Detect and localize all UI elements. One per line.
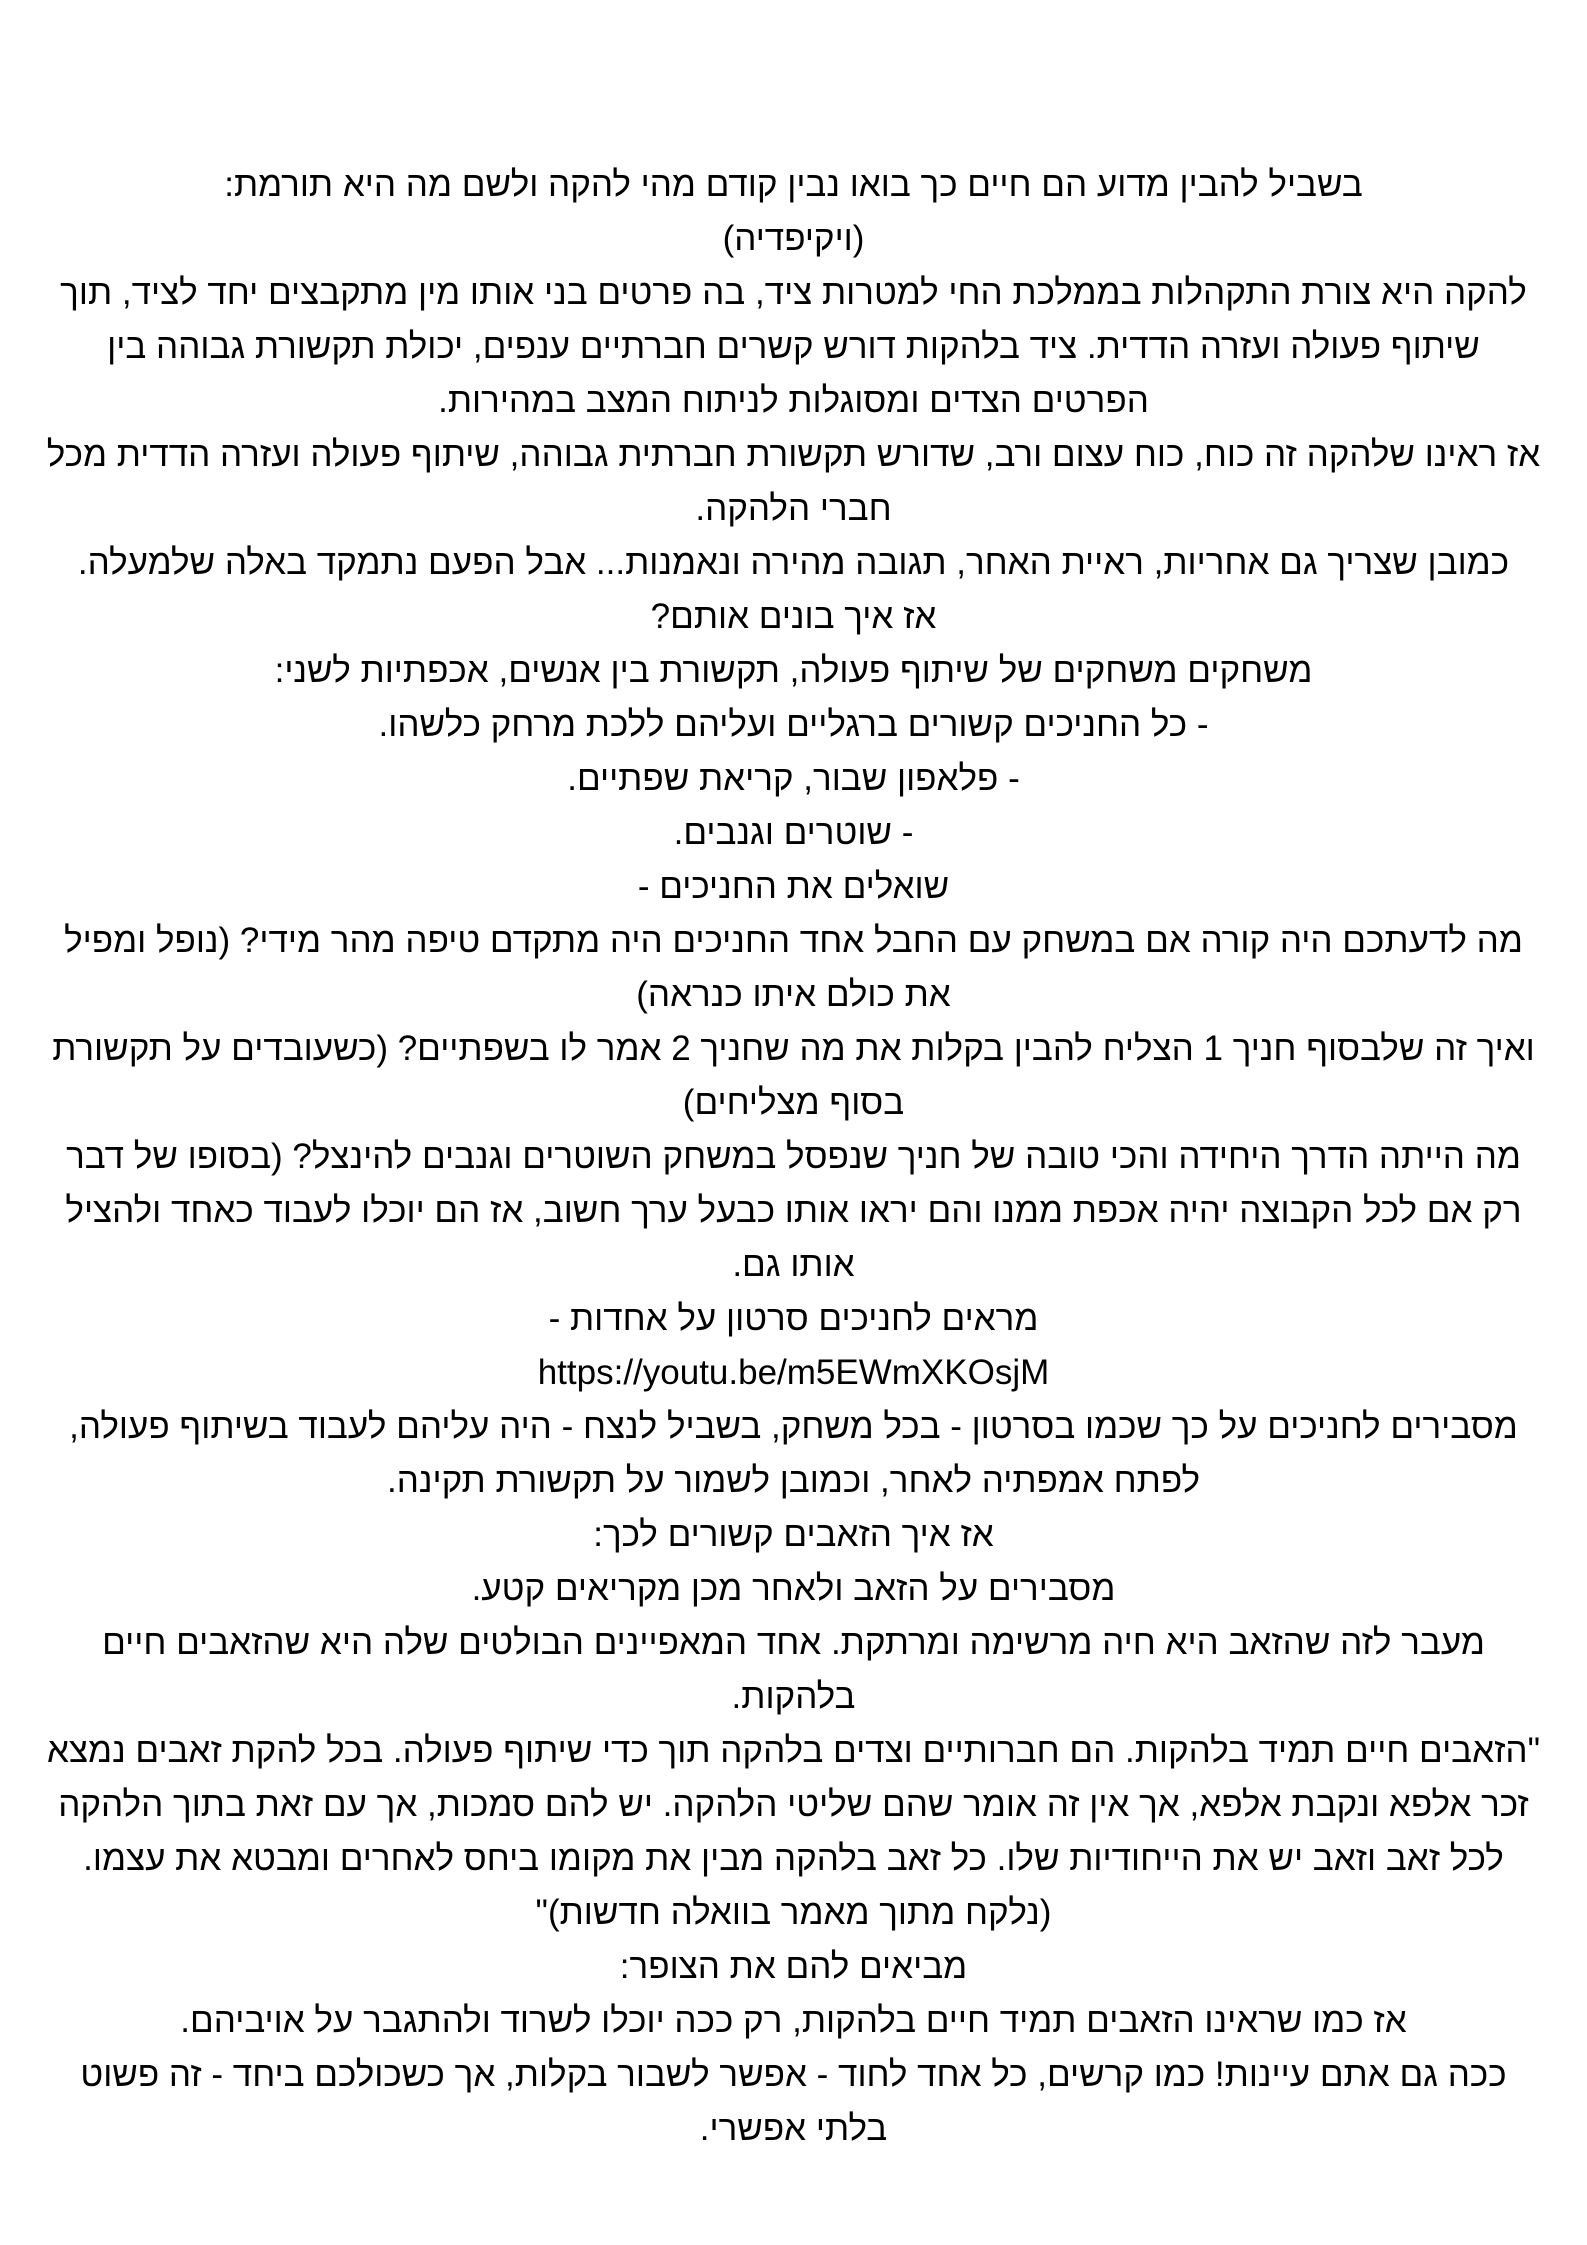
game-item-cops-robbers: - שוטרים וגנבים. [673, 813, 914, 852]
game-item-tied-legs: - כל החניכים קשורים ברגליים ועליהם ללכת מרחק כלשהו. [378, 705, 1209, 744]
question-cops-robbers: מה הייתה הדרך היחידה והכי טובה של חניך שנפסל במשחק השוטרים וגנבים להינצל? (בסופו של דבר רק אם לכל הקבוצה יהיה אכפת ממנו והם יראו אותו כבעל ערך חשוב, אז הם יוכלו לעבוד כאחד ולהציל אותו גם. [65, 1137, 1522, 1284]
source-note: (ויקיפדיה) [722, 219, 865, 258]
pack-definition-paragraph: להקה היא צורת התקהלות בממלכת החי למטרות ציד, בה פרטים בני אותו מין מתקבצים יחד לציד, תוך שיתוף פעולה ועזרה הדדית. ציד בלהקות דורש קשרים חברתיים ענפים, יכולת תקשורת גבוהה בין הפרטים הצדים ומסוגלות לניתוח המצב במהירות. [60, 273, 1527, 420]
question-rope-game: מה לדעתכם היה קורה אם במשחק עם החבל אחד החניכים היה מתקדם טיפה מהר מידי? (נופל ומפיל את כולם איתו כנראה) [64, 921, 1523, 1014]
wolf-traits-paragraph: מעבר לזה שהזאב היא חיה מרשימה ומרתקת. אחד המאפיינים הבולטים שלה היא שהזאבים חיים בלהקות. [102, 1623, 1485, 1716]
document-body [45, 158, 1542, 2156]
video-intro: מראים לחניכים סרטון על אחדות - [548, 1299, 1039, 1338]
responsibility-paragraph: כמובן שצריך גם אחריות, ראיית האחר, תגובה מהירה ונאמנות... אבל הפעם נתמקד באלה שלמעלה. [77, 543, 1510, 582]
question-lip-reading: ואיך זה שלבסוף חניך 1 הצליח להבין בקלות את מה שחניך 2 אמר לו בשפתיים? (כשעובדים על תקשורת בסוף מצליחים) [52, 1029, 1535, 1122]
pack-power-paragraph: אז ראינו שלהקה זה כוח, כוח עצום ורב, שדורש תקשורת חברתית גבוהה, שיתוף פעולה ועזרה הדדית מכל חברי הלהקה. [46, 435, 1541, 528]
wolf-explain-note: מסבירים על הזאב ולאחר מכן מקריאים קטע. [471, 1569, 1116, 1608]
game-item-broken-phone: - פלאפון שבור, קריאת שפתיים. [567, 759, 1020, 798]
intro-paragraph: בשביל להבין מדוע הם חיים כך בואו נבין קודם מהי להקה ולשם מה היא תורמת: [224, 165, 1363, 204]
video-explanation-paragraph: מסבירים לחניכים על כך שכמו בסרטון - בכל משחק, בשביל לנצח - היה עליהם לעבוד בשיתוף פעולה, לפתח אמפתיה לאחר, וכמובן לשמור על תקשורת תקינה. [69, 1407, 1518, 1500]
conclusion-paragraph: אז כמו שראינו הזאבים תמיד חיים בלהקות, רק ככה יוכלו לשרוד ולהתגבר על אויביהם. [180, 2001, 1407, 2040]
video-link[interactable]: https://youtu.be/m5EWmXKOsjM [537, 1353, 1050, 1392]
wolf-quote-paragraph: "הזאבים חיים תמיד בלהקות. הם חברותיים וצדים בלהקה תוך כדי שיתוף פעולה. בכל להקת זאבים נמצא זכר אלפא ונקבת אלפא, אך אין זה אומר שהם שליטי הלהקה. יש להם סמכות, אך עם זאת בתוך הלהקה לכל זאב וזאב יש את הייחודיות שלו. כל זאב בלהקה מבין את מקומו ביחס לאחרים ומבטא את עצמו.(נלקח מתוך מאמר בוואלה חדשות)" [46, 1731, 1541, 1932]
closing-paragraph: ככה גם אתם עיינות! כמו קרשים, כל אחד לחוד - אפשר לשבור בקלות, אך כשכולכם ביחד - זה פשוט בלתי אפשרי. [80, 2055, 1507, 2148]
horn-intro: מביאים להם את הצופר: [619, 1947, 968, 1986]
games-intro: משחקים משחקים של שיתוף פעולה, תקשורת בין אנשים, אכפתיות לשני: [274, 651, 1313, 690]
how-to-build-question: אז איך בונים אותם? [650, 597, 937, 636]
ask-campers-heading: שואלים את החניכים - [637, 867, 950, 906]
wolves-connection-heading: אז איך הזאבים קשורים לכך: [593, 1515, 994, 1554]
